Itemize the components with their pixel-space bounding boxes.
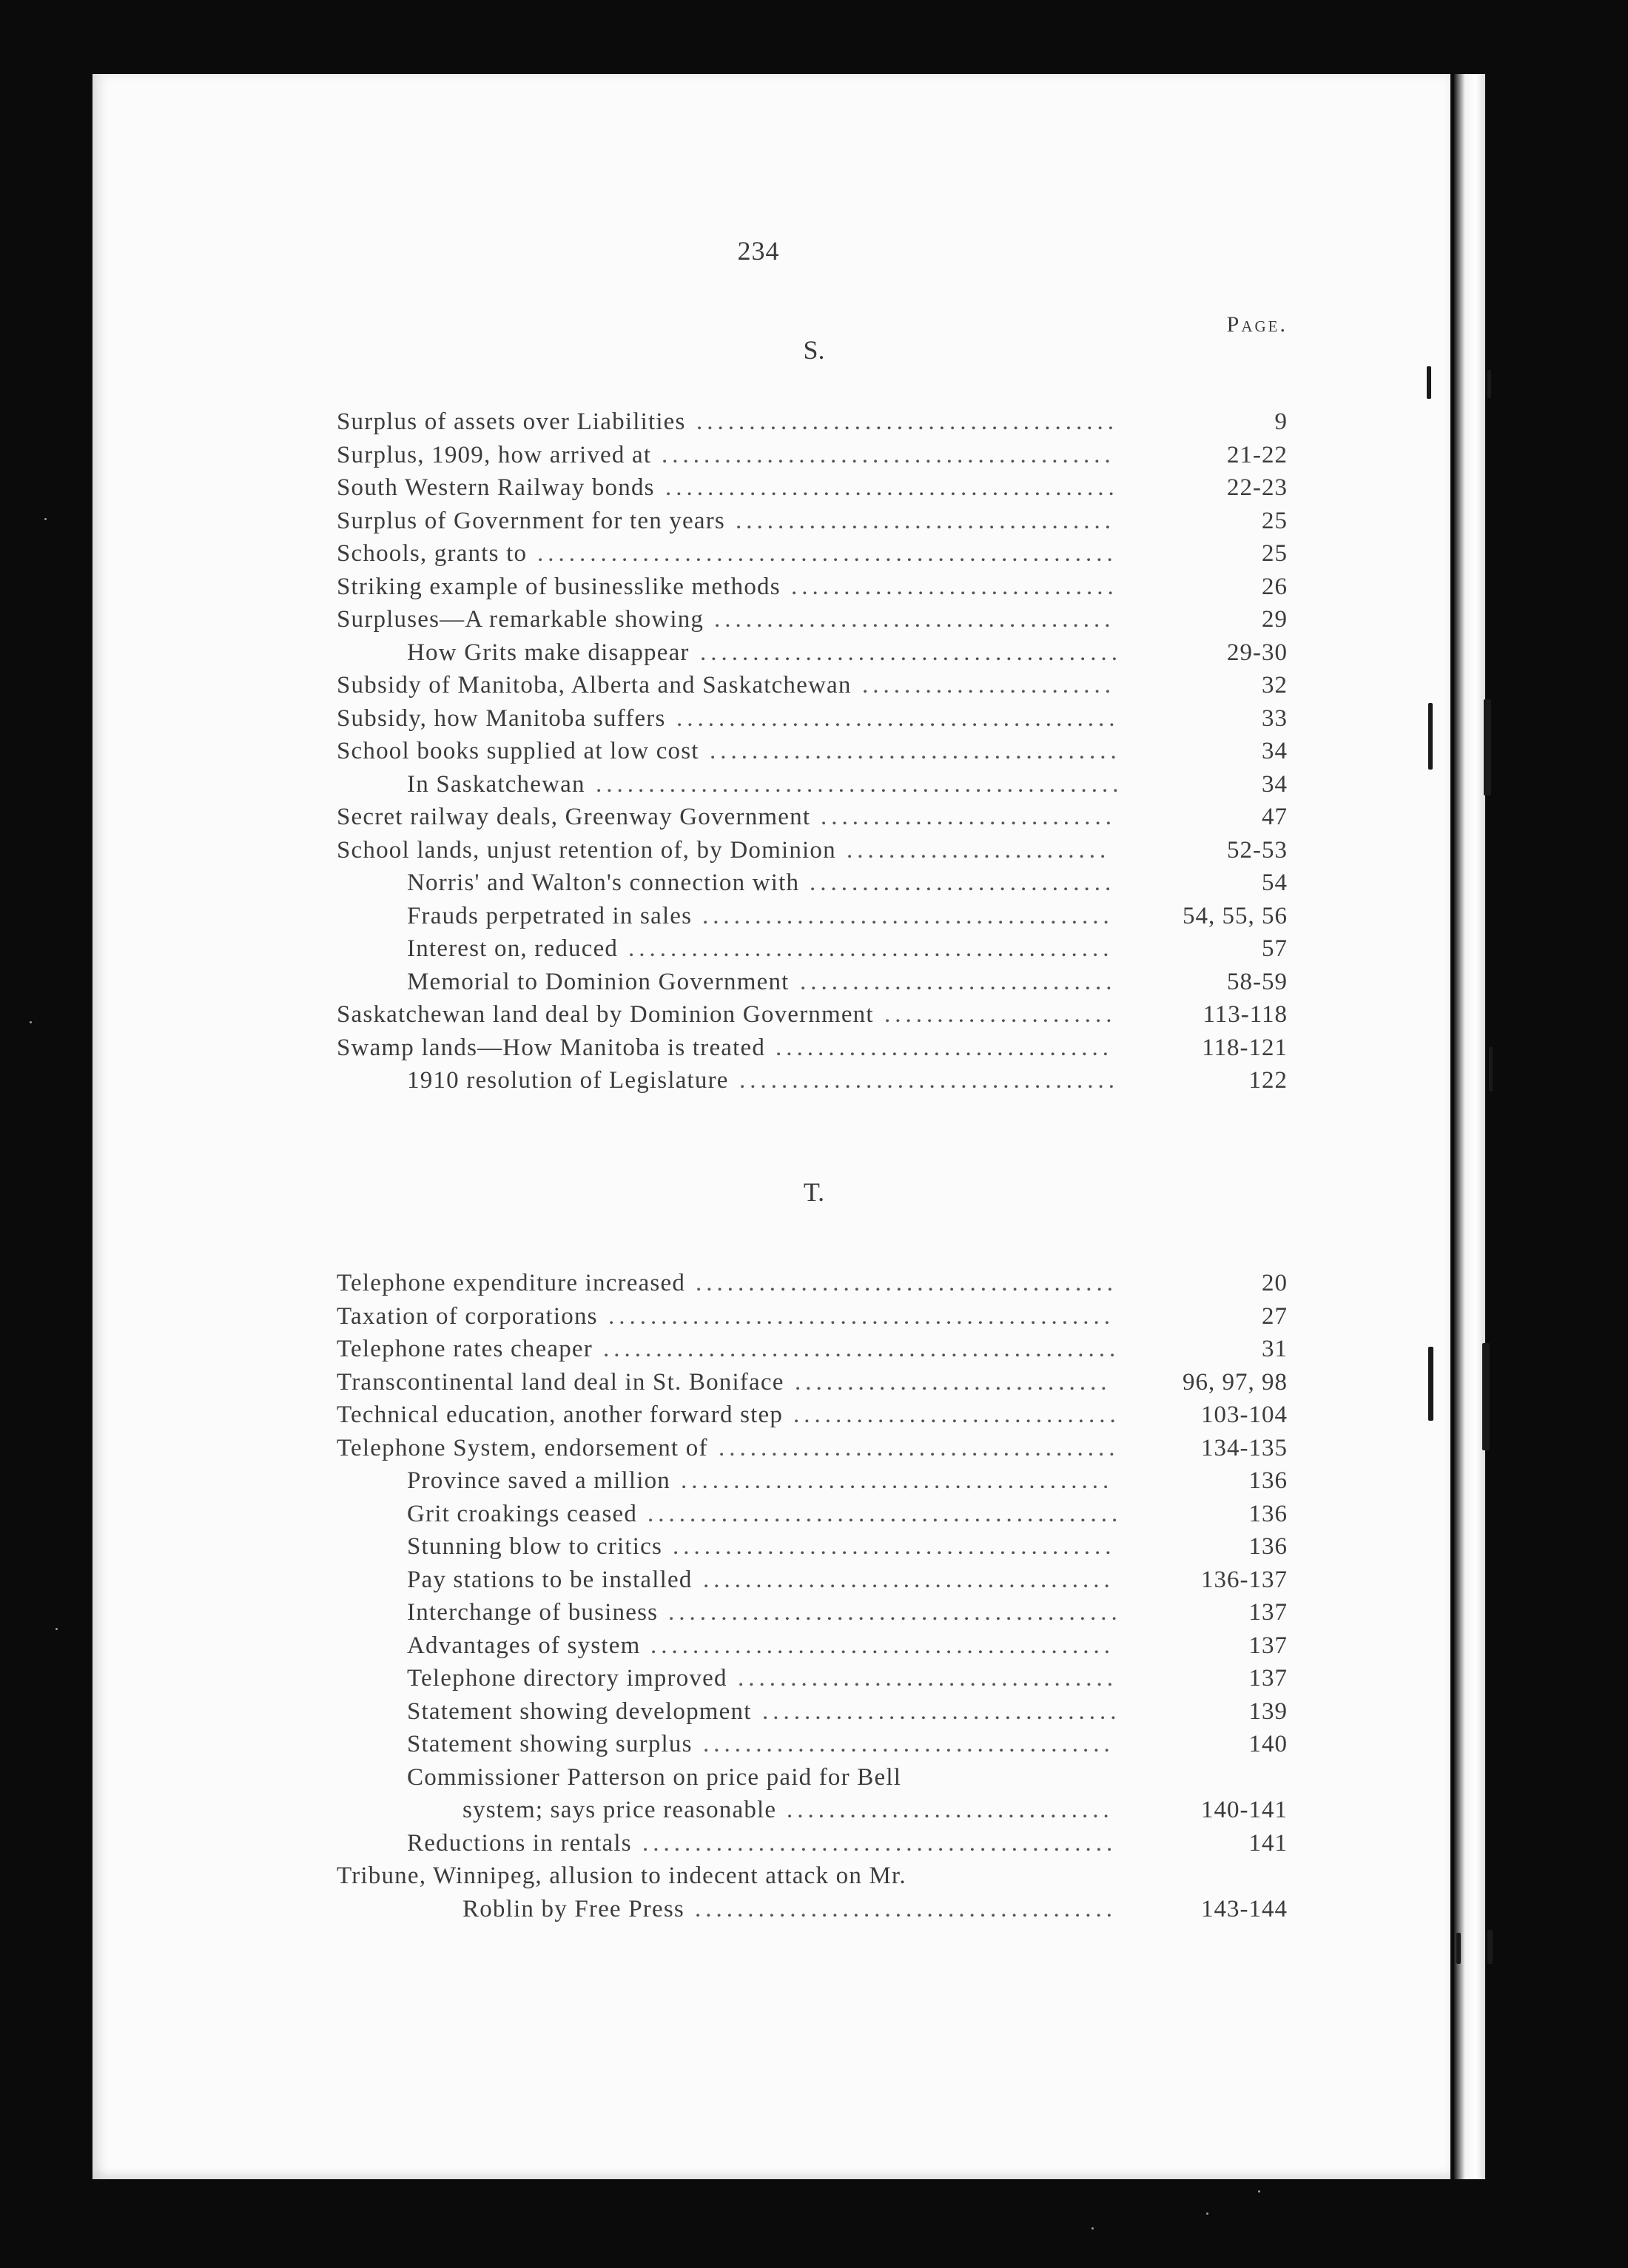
entry-text: Interest on, reduced xyxy=(407,935,619,962)
entry-text: Transcontinental land deal in St. Boniface xyxy=(337,1368,784,1396)
dot-leader: ................................................ xyxy=(608,1302,1114,1330)
entry-text: system; says price reasonable xyxy=(462,1797,777,1823)
dot-leader: ........................................... xyxy=(665,474,1119,501)
scan-speck xyxy=(1258,2190,1260,2193)
index-entry xyxy=(337,1728,1288,1761)
index-entry xyxy=(337,801,1288,834)
index-entry xyxy=(337,768,1288,801)
index-entry xyxy=(337,1596,1288,1629)
binding-mark xyxy=(1489,1047,1493,1091)
index-entry xyxy=(337,1464,1288,1498)
binding-mark xyxy=(1484,699,1491,795)
entry-text: Surpluses—A remarkable showing xyxy=(337,606,704,633)
dot-leader: ........................................... xyxy=(662,441,1115,468)
index-entry xyxy=(337,1300,1288,1333)
index-list xyxy=(337,1267,1288,1925)
entry-page-ref: 136 xyxy=(1248,1500,1288,1527)
entry-page-ref: 34 xyxy=(1262,770,1288,798)
entry-page-ref: 25 xyxy=(1262,507,1288,534)
dot-leader: ........................................ xyxy=(700,639,1122,666)
entry-page-ref: 57 xyxy=(1262,935,1288,962)
entry-text: Grit croakings ceased xyxy=(407,1500,638,1527)
dot-leader: ........................................ xyxy=(696,408,1118,435)
dot-leader: ............................................ xyxy=(650,1632,1114,1659)
index-entry xyxy=(337,900,1288,933)
index-entry xyxy=(337,1498,1288,1531)
dot-leader: ............................ xyxy=(821,804,1116,830)
dot-leader: .......................................... xyxy=(676,704,1120,732)
entry-text: School lands, unjust retention of, by Dominion xyxy=(337,836,836,864)
entry-text: Swamp lands—How Manitoba is treated xyxy=(337,1034,766,1061)
entry-text: School books supplied at low cost xyxy=(337,738,699,764)
entry-page-ref: 134-135 xyxy=(1201,1434,1288,1461)
section-heading: T. xyxy=(803,1177,825,1207)
entry-text: In Saskatchewan xyxy=(407,770,585,798)
dot-leader: .................................... xyxy=(738,1665,1117,1692)
entry-page-ref: 136 xyxy=(1248,1533,1288,1560)
scan-speck xyxy=(1206,2213,1208,2215)
dot-leader: .................................. xyxy=(762,1697,1121,1725)
entry-page-ref: 33 xyxy=(1262,704,1288,732)
dot-leader: ............................................. xyxy=(648,1500,1123,1527)
entry-page-ref: 122 xyxy=(1248,1067,1288,1094)
binding-mark xyxy=(1428,1347,1433,1421)
dot-leader: ......................... xyxy=(847,836,1111,864)
entry-text: Advantages of system xyxy=(407,1632,641,1659)
index-entry xyxy=(337,439,1288,472)
entry-text: Striking example of businesslike methods xyxy=(337,573,781,600)
entry-text: Saskatchewan land deal by Dominion Government xyxy=(337,1001,874,1028)
entry-page-ref: 96, 97, 98 xyxy=(1183,1368,1288,1396)
entry-page-ref: 113-118 xyxy=(1202,1001,1288,1028)
dot-leader: ........................................... xyxy=(668,1599,1122,1626)
dot-leader: ................................ xyxy=(776,1034,1113,1061)
dot-leader: ....................................................... xyxy=(537,540,1117,567)
entry-page-ref: 58-59 xyxy=(1227,968,1288,995)
entry-page-ref: 34 xyxy=(1262,738,1288,764)
binding-mark xyxy=(1456,1933,1461,1964)
entry-text: Telephone directory improved xyxy=(407,1665,727,1692)
entry-text: Stunning blow to critics xyxy=(407,1533,663,1560)
index-entry xyxy=(337,1267,1288,1300)
entry-text: Interchange of business xyxy=(407,1599,659,1626)
index-entry xyxy=(337,1564,1288,1597)
entry-page-ref: 140 xyxy=(1248,1731,1288,1757)
entry-text: Telephone expenditure increased xyxy=(337,1270,686,1296)
dot-leader: ...................... xyxy=(884,1001,1117,1028)
entry-page-ref: 136-137 xyxy=(1201,1566,1288,1593)
index-entry xyxy=(337,1032,1288,1065)
entry-text: Surplus of Government for ten years xyxy=(337,507,725,534)
entry-text: How Grits make disappear xyxy=(407,639,690,666)
index-list xyxy=(337,406,1288,1097)
entry-text: Norris' and Walton's connection with xyxy=(407,869,800,896)
index-entry xyxy=(337,1399,1288,1432)
entry-page-ref: 140-141 xyxy=(1201,1797,1288,1823)
index-entry xyxy=(337,571,1288,604)
index-entry xyxy=(337,834,1288,867)
dot-leader: .............................................. xyxy=(628,935,1114,962)
dot-leader: .................................... xyxy=(736,507,1115,534)
index-entry xyxy=(337,636,1288,670)
index-entry xyxy=(337,932,1288,966)
entry-text: 1910 resolution of Legislature xyxy=(407,1067,729,1094)
index-entry xyxy=(337,1629,1288,1663)
entry-text: Statement showing surplus xyxy=(407,1731,693,1757)
entry-text: Statement showing development xyxy=(407,1697,752,1725)
entry-page-ref: 21-22 xyxy=(1227,441,1288,468)
dot-leader: ...................................... xyxy=(714,606,1115,633)
index-entry xyxy=(337,1794,1288,1827)
entry-text: Telephone System, endorsement of xyxy=(337,1434,708,1461)
index-entry xyxy=(337,966,1288,999)
entry-page-ref: 32 xyxy=(1262,672,1288,699)
binding-mark xyxy=(1487,370,1491,398)
dot-leader: ............................. xyxy=(810,869,1116,896)
entry-page-ref: 137 xyxy=(1248,1632,1288,1659)
dot-leader: .............................. xyxy=(800,968,1117,995)
dot-leader: ............................... xyxy=(787,1797,1114,1823)
binding-mark xyxy=(1428,703,1433,770)
dot-leader: ............................... xyxy=(793,1401,1120,1428)
entry-page-ref: 141 xyxy=(1248,1829,1288,1857)
entry-page-ref: 52-53 xyxy=(1227,836,1288,864)
dot-leader: ......................................... xyxy=(681,1467,1114,1494)
index-entry xyxy=(337,669,1288,702)
entry-text: Surplus of assets over Liabilities xyxy=(337,408,686,435)
index-entry xyxy=(337,1695,1288,1729)
dot-leader: ........................................ xyxy=(695,1895,1117,1922)
dot-leader: ....................................... xyxy=(703,1566,1114,1593)
dot-leader: ....................................... xyxy=(702,902,1114,929)
index-entry xyxy=(337,1064,1288,1097)
entry-text: South Western Railway bonds xyxy=(337,474,655,501)
index-entry xyxy=(337,1893,1288,1926)
entry-text: Roblin by Free Press xyxy=(462,1895,684,1922)
binding-mark xyxy=(1427,366,1431,399)
index-entry xyxy=(337,1827,1288,1860)
scan-speck xyxy=(1092,2227,1094,2230)
scan-speck xyxy=(56,1628,58,1630)
index-entry xyxy=(337,1530,1288,1564)
dot-leader: ............................................. xyxy=(642,1829,1117,1857)
dot-leader: ........................ xyxy=(862,672,1115,699)
entry-text: Frauds perpetrated in sales xyxy=(407,902,693,929)
entry-page-ref: 103-104 xyxy=(1201,1401,1288,1428)
dot-leader: ....................................... xyxy=(703,1731,1114,1757)
entry-text: Taxation of corporations xyxy=(337,1302,598,1330)
page-number: 234 xyxy=(737,236,780,266)
entry-page-ref: 22-23 xyxy=(1227,474,1288,501)
entry-text: Memorial to Dominion Government xyxy=(407,968,790,995)
entry-page-ref: 26 xyxy=(1262,573,1288,600)
dot-leader: ............................... xyxy=(791,573,1118,600)
entry-page-ref: 47 xyxy=(1262,804,1288,830)
entry-page-ref: 143-144 xyxy=(1201,1895,1288,1922)
index-entry xyxy=(337,537,1288,571)
entry-page-ref: 20 xyxy=(1262,1270,1288,1296)
entry-text: Tribune, Winnipeg, allusion to indecent attack on Mr. xyxy=(337,1862,906,1889)
entry-page-ref: 118-121 xyxy=(1202,1034,1288,1061)
entry-text: Secret railway deals, Greenway Government xyxy=(337,804,811,830)
dot-leader: .............................. xyxy=(795,1368,1111,1396)
binding-mark xyxy=(1487,1930,1493,1964)
dot-leader: ................................................. xyxy=(603,1336,1120,1362)
index-entry xyxy=(337,735,1288,768)
scan-speck xyxy=(44,518,47,520)
entry-page-ref: 136 xyxy=(1248,1467,1288,1494)
index-entry xyxy=(337,867,1288,900)
entry-text: Pay stations to be installed xyxy=(407,1566,693,1593)
entry-page-ref: 31 xyxy=(1262,1336,1288,1362)
dot-leader: .................................................. xyxy=(596,770,1123,798)
section-heading: S. xyxy=(803,335,825,365)
entry-text: Technical education, another forward step xyxy=(337,1401,784,1428)
entry-page-ref: 137 xyxy=(1248,1665,1288,1692)
entry-page-ref: 54, 55, 56 xyxy=(1183,902,1288,929)
entry-page-ref: 29-30 xyxy=(1227,639,1288,666)
index-entry xyxy=(337,1860,1288,1893)
entry-text: Telephone rates cheaper xyxy=(337,1336,593,1362)
entry-page-ref: 25 xyxy=(1262,540,1288,567)
dot-leader: .......................................... xyxy=(673,1533,1116,1560)
index-entry xyxy=(337,603,1288,636)
index-entry xyxy=(337,998,1288,1032)
entry-page-ref: 139 xyxy=(1248,1697,1288,1725)
index-entry xyxy=(337,1761,1288,1794)
index-entry xyxy=(337,1432,1288,1465)
entry-text: Subsidy, how Manitoba suffers xyxy=(337,704,666,732)
index-entry xyxy=(337,1366,1288,1399)
dot-leader: ........................................ xyxy=(696,1270,1117,1296)
dot-leader: .................................... xyxy=(739,1067,1119,1094)
index-entry xyxy=(337,1662,1288,1695)
dot-leader: ...................................... xyxy=(719,1434,1120,1461)
entry-text: Subsidy of Manitoba, Alberta and Saskatchewan xyxy=(337,672,852,699)
entry-page-ref: 27 xyxy=(1262,1302,1288,1330)
entry-page-ref: 137 xyxy=(1248,1599,1288,1626)
index-entry xyxy=(337,1333,1288,1366)
index-entry xyxy=(337,471,1288,505)
dot-leader: ....................................... xyxy=(710,738,1121,764)
index-entry xyxy=(337,702,1288,736)
entry-page-ref: 9 xyxy=(1274,408,1288,435)
page-column-label: Page. xyxy=(1226,312,1288,337)
entry-page-ref: 29 xyxy=(1262,606,1288,633)
next-page-edge xyxy=(1454,74,1485,2179)
entry-text: Surplus, 1909, how arrived at xyxy=(337,441,652,468)
index-entry xyxy=(337,406,1288,439)
index-entry xyxy=(337,505,1288,538)
binding-mark xyxy=(1482,1343,1490,1450)
entry-text: Province saved a million xyxy=(407,1467,670,1494)
entry-text: Schools, grants to xyxy=(337,540,528,567)
entry-page-ref: 54 xyxy=(1262,869,1288,896)
scan-speck xyxy=(30,1021,32,1023)
entry-text: Reductions in rentals xyxy=(407,1829,632,1857)
entry-text: Commissioner Patterson on price paid for Bell xyxy=(407,1763,902,1791)
